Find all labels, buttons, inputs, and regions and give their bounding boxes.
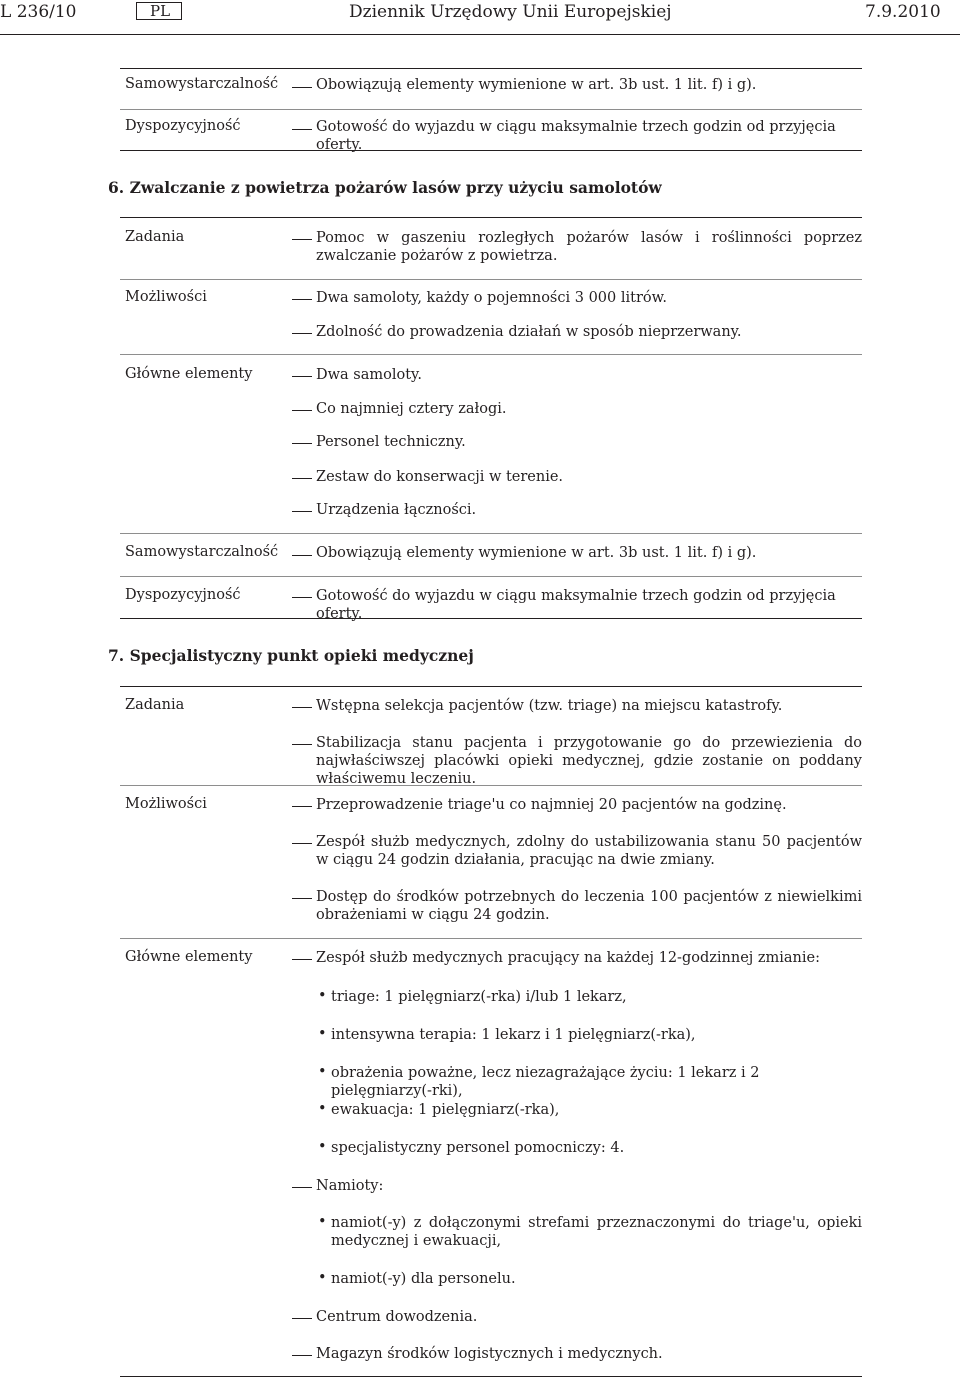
dash — [292, 707, 312, 708]
table-top-rule — [120, 217, 862, 218]
capability-item: Przeprowadzenie triage'u co najmniej 20 pacjentów na godzinę. — [316, 797, 787, 813]
label-main-elements: Główne elementy — [125, 366, 253, 382]
bullet-dot: • — [318, 1270, 327, 1286]
team-bullet: intensywna terapia: 1 lekarz i 1 pielęgniarz(-rka), — [331, 1027, 696, 1043]
dash — [292, 410, 312, 411]
dash — [292, 959, 312, 960]
table-top-rule — [120, 686, 862, 687]
availability-text: Gotowość do wyjazdu w ciągu maksymalnie trzech godzin od przyjęcia oferty. — [316, 119, 836, 153]
capability-item: Dostęp do środków potrzebnych do leczenia 100 pacjentów z niewielkimi obrażeniami w ciągu 24 godzin. — [316, 889, 862, 923]
label-capabilities: Możliwości — [125, 289, 207, 305]
table-top-rule — [120, 68, 862, 69]
tents-item: Namioty: — [316, 1178, 384, 1194]
row-rule — [120, 576, 862, 577]
label-self-sufficiency: Samowystarczalność — [125, 544, 279, 560]
team-bullet: triage: 1 pielęgniarz(-rka) i/lub 1 lekarz, — [331, 989, 627, 1005]
capability-item: Zespół służb medycznych, zdolny do ustabilizowania stanu 50 pacjentów w ciągu 24 godzin działania, pracując na dwie zmiany. — [316, 834, 862, 868]
tent-bullet: namiot(-y) dla personelu. — [331, 1271, 516, 1287]
element-item: Co najmniej cztery załogi. — [316, 401, 507, 417]
element-item: Urządzenia łączności. — [316, 502, 477, 518]
bullet-dot: • — [318, 1064, 327, 1080]
dash — [292, 239, 312, 240]
dash — [292, 376, 312, 377]
label-capabilities: Możliwości — [125, 796, 207, 812]
section-title: Specjalistyczny punkt opieki medycznej — [129, 646, 474, 665]
label-main-elements: Główne elementy — [125, 949, 253, 965]
dash — [292, 299, 312, 300]
label-availability: Dyspozycyjność — [125, 587, 241, 603]
bullet-dot: • — [318, 1214, 327, 1230]
command-center-item: Centrum dowodzenia. — [316, 1309, 478, 1325]
dash — [292, 478, 312, 479]
section-number: 7. — [108, 646, 125, 665]
dash — [292, 511, 312, 512]
table-bottom-rule — [120, 1376, 862, 1377]
section-6-heading — [108, 178, 662, 197]
dash — [292, 1187, 312, 1188]
capability-item: Dwa samoloty, każdy o pojemności 3 000 litrów. — [316, 290, 667, 306]
bullet-dot: • — [318, 1026, 327, 1042]
label-availability: Dyspozycyjność — [125, 118, 241, 134]
task-item: Pomoc w gaszeniu rozległych pożarów lasów i roślinności poprzez zwalczanie pożarów z powietrza. — [316, 230, 862, 264]
row-rule — [120, 354, 862, 355]
row-rule — [120, 938, 862, 939]
bullet-dot: • — [318, 1101, 327, 1117]
row-rule — [120, 279, 862, 280]
table-bottom-rule — [120, 150, 862, 151]
medical-team-item: Zespół służb medycznych pracujący na każdej 12-godzinnej zmianie: — [316, 950, 821, 966]
section-title: Zwalczanie z powietrza pożarów lasów przy użyciu samolotów — [129, 178, 662, 197]
row-rule — [120, 533, 862, 534]
dash — [292, 597, 312, 598]
table-bottom-rule — [120, 618, 862, 619]
team-bullet: ewakuacja: 1 pielęgniarz(-rka), — [331, 1102, 560, 1118]
label-tasks: Zadania — [125, 697, 185, 713]
row-rule — [120, 109, 862, 110]
dash — [292, 744, 312, 745]
bullet-dot: • — [318, 1139, 327, 1155]
element-item: Zestaw do konserwacji w terenie. — [316, 469, 564, 485]
section-number: 6. — [108, 178, 125, 197]
capability-item: Zdolność do prowadzenia działań w sposób nieprzerwany. — [316, 324, 742, 340]
task-item: Wstępna selekcja pacjentów (tzw. triage) na miejscu katastrofy. — [316, 698, 783, 714]
dash — [292, 443, 312, 444]
storage-item: Magazyn środków logistycznych i medycznych. — [316, 1346, 663, 1362]
page-reference: L 236/10 — [0, 2, 77, 22]
dash — [292, 555, 312, 556]
availability-text: Gotowość do wyjazdu w ciągu maksymalnie trzech godzin od przyjęcia oferty. — [316, 588, 836, 622]
journal-title: Dziennik Urzędowy Unii Europejskiej — [349, 2, 672, 22]
dash — [292, 1318, 312, 1319]
dash — [292, 87, 312, 88]
dash — [292, 333, 312, 334]
self-sufficiency-text: Obowiązują elementy wymienione w art. 3b ust. 1 lit. f) i g). — [316, 545, 757, 561]
section-7-heading — [108, 646, 474, 665]
bullet-dot: • — [318, 988, 327, 1004]
self-sufficiency-text: Obowiązują elementy wymienione w art. 3b ust. 1 lit. f) i g). — [316, 77, 757, 93]
publication-date: 7.9.2010 — [865, 2, 941, 22]
element-item: Dwa samoloty. — [316, 367, 422, 383]
dash — [292, 129, 312, 130]
task-item: Stabilizacja stanu pacjenta i przygotowanie go do przewiezienia do najwłaściwszej placówki opieki medycznej, gdzie zostanie on poddany właściwemu leczeniu. — [316, 735, 862, 787]
label-tasks: Zadania — [125, 229, 185, 245]
language-code: PL — [150, 2, 171, 20]
row-rule — [120, 785, 862, 786]
element-item: Personel techniczny. — [316, 434, 466, 450]
tent-bullet: namiot(-y) z dołączonymi strefami przeznaczonymi do triage'u, opieki medycznej i ewakuacji, — [331, 1215, 862, 1249]
dash — [292, 843, 312, 844]
label-self-sufficiency: Samowystarczalność — [125, 76, 279, 92]
team-bullet: obrażenia poważne, lecz niezagrażające życiu: 1 lekarz i 2 pielęgniarzy(-rki), — [331, 1065, 760, 1099]
dash — [292, 806, 312, 807]
header-rule — [0, 34, 960, 35]
team-bullet: specjalistyczny personel pomocniczy: 4. — [331, 1140, 625, 1156]
dash — [292, 1355, 312, 1356]
dash — [292, 898, 312, 899]
